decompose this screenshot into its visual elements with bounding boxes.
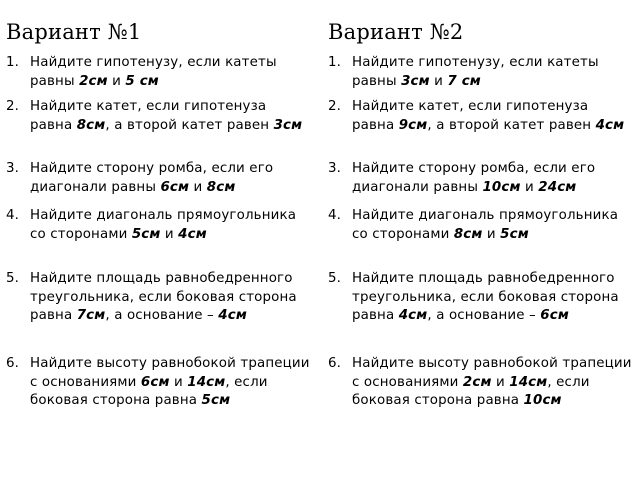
task-text-fragment: и — [160, 226, 179, 242]
task-text — [30, 98, 312, 135]
task-value: 7 см — [447, 73, 481, 89]
task-item — [328, 270, 634, 326]
task-value: 14см — [187, 374, 226, 390]
task-item — [328, 98, 634, 135]
task-text — [30, 54, 312, 91]
task-item — [328, 54, 634, 91]
task-text-fragment: Найдите сторону ромба, если его диагонали равны — [30, 161, 274, 195]
task-number: 4. — [328, 208, 342, 223]
task-text-fragment: , а основание – — [105, 308, 219, 323]
task-text-fragment: Найдите катет, если гипотенуза равна — [352, 99, 589, 133]
task-text-fragment: Найдите высоту равнобокой трапеции с основаниями — [30, 356, 310, 390]
task-text-fragment: Найдите площадь равнобедренного треугольника, если боковая сторона равна — [30, 271, 297, 323]
task-number: 6. — [328, 356, 342, 371]
task-item — [6, 270, 312, 326]
task-text-fragment: и — [482, 226, 501, 242]
task-value: 10см — [523, 393, 562, 408]
task-value: 4см — [178, 226, 207, 242]
task-text-fragment: и — [520, 179, 539, 195]
task-value: 7см — [76, 308, 106, 323]
task-text — [30, 355, 312, 411]
task-value: 2см — [462, 374, 492, 390]
task-value: 4см — [595, 117, 625, 133]
task-text-fragment: Найдите гипотенузу, если катеты равны — [352, 55, 599, 89]
task-value: 14см — [509, 374, 548, 390]
task-text-fragment: и — [491, 374, 510, 390]
task-text-fragment: Найдите площадь равнобедренного треугольника, если боковая сторона равна — [352, 271, 619, 323]
task-item — [6, 355, 312, 411]
task-text — [352, 355, 634, 411]
task-value: 4см — [218, 308, 247, 323]
task-text-fragment: и — [189, 179, 207, 195]
task-number: 6. — [6, 356, 20, 371]
task-value: 8см — [76, 117, 106, 133]
task-value: 9см — [398, 117, 428, 133]
task-text-fragment: и — [169, 374, 188, 390]
task-text — [352, 207, 634, 244]
task-text-fragment: Найдите диагональ прямоугольника со сторонами — [352, 208, 619, 242]
task-value: 24см — [538, 179, 577, 195]
task-text — [352, 98, 634, 135]
task-number: 3. — [328, 161, 342, 176]
task-text-fragment: Найдите диагональ прямоугольника со сторонами — [30, 208, 297, 242]
task-text-fragment: и — [107, 73, 126, 89]
task-number: 5. — [328, 271, 342, 286]
task-text — [30, 160, 312, 197]
task-value: 6см — [160, 179, 190, 195]
task-text-fragment: Найдите гипотенузу, если катеты равны — [30, 55, 277, 89]
task-value: 3см — [401, 73, 430, 89]
task-text-fragment: Найдите сторону ромба, если его диагонали равны — [352, 161, 596, 195]
task-number: 3. — [6, 161, 20, 176]
task-number: 5. — [6, 271, 20, 286]
variant-1-title: Вариант №1 — [6, 20, 142, 44]
task-text — [352, 160, 634, 197]
task-item — [6, 160, 312, 197]
task-number: 1. — [328, 55, 342, 70]
task-value: 5 см — [125, 73, 159, 89]
task-number: 1. — [6, 55, 20, 70]
task-number: 2. — [6, 99, 20, 114]
task-text-fragment: и — [429, 73, 448, 89]
task-text-fragment: , а второй катет равен — [427, 117, 596, 133]
task-number: 2. — [328, 99, 342, 114]
task-text-fragment: , если боковая сторона равна — [30, 374, 268, 408]
task-number: 4. — [6, 208, 20, 223]
task-value: 6см — [140, 374, 170, 390]
task-text-fragment: , а второй катет равен — [105, 117, 274, 133]
task-value: 8см — [206, 179, 236, 195]
task-value: 6см — [540, 308, 569, 323]
task-value: 2см — [79, 73, 108, 89]
task-value: 5см — [131, 226, 161, 242]
task-item — [6, 98, 312, 135]
variant-1-column — [6, 0, 316, 408]
variant-2-column — [328, 0, 638, 408]
task-value: 3см — [273, 117, 303, 133]
task-value: 8см — [453, 226, 483, 242]
task-text-fragment: , если боковая сторона равна — [352, 374, 590, 408]
task-value: 4см — [398, 308, 428, 323]
task-item — [328, 355, 634, 411]
task-item — [6, 207, 312, 244]
task-item — [328, 160, 634, 197]
task-text — [30, 207, 312, 244]
task-value: 5см — [500, 226, 529, 242]
task-text-fragment: Найдите высоту равнобокой трапеции с основаниями — [352, 356, 632, 390]
task-item — [6, 54, 312, 91]
task-item — [328, 207, 634, 244]
task-value: 5см — [201, 393, 231, 408]
task-text-fragment: , а основание – — [427, 308, 541, 323]
task-text — [352, 54, 634, 91]
task-text — [352, 270, 634, 326]
variant-2-title: Вариант №2 — [328, 20, 464, 44]
task-text-fragment: Найдите катет, если гипотенуза равна — [30, 99, 267, 133]
task-text — [30, 270, 312, 326]
task-value: 10см — [482, 179, 521, 195]
